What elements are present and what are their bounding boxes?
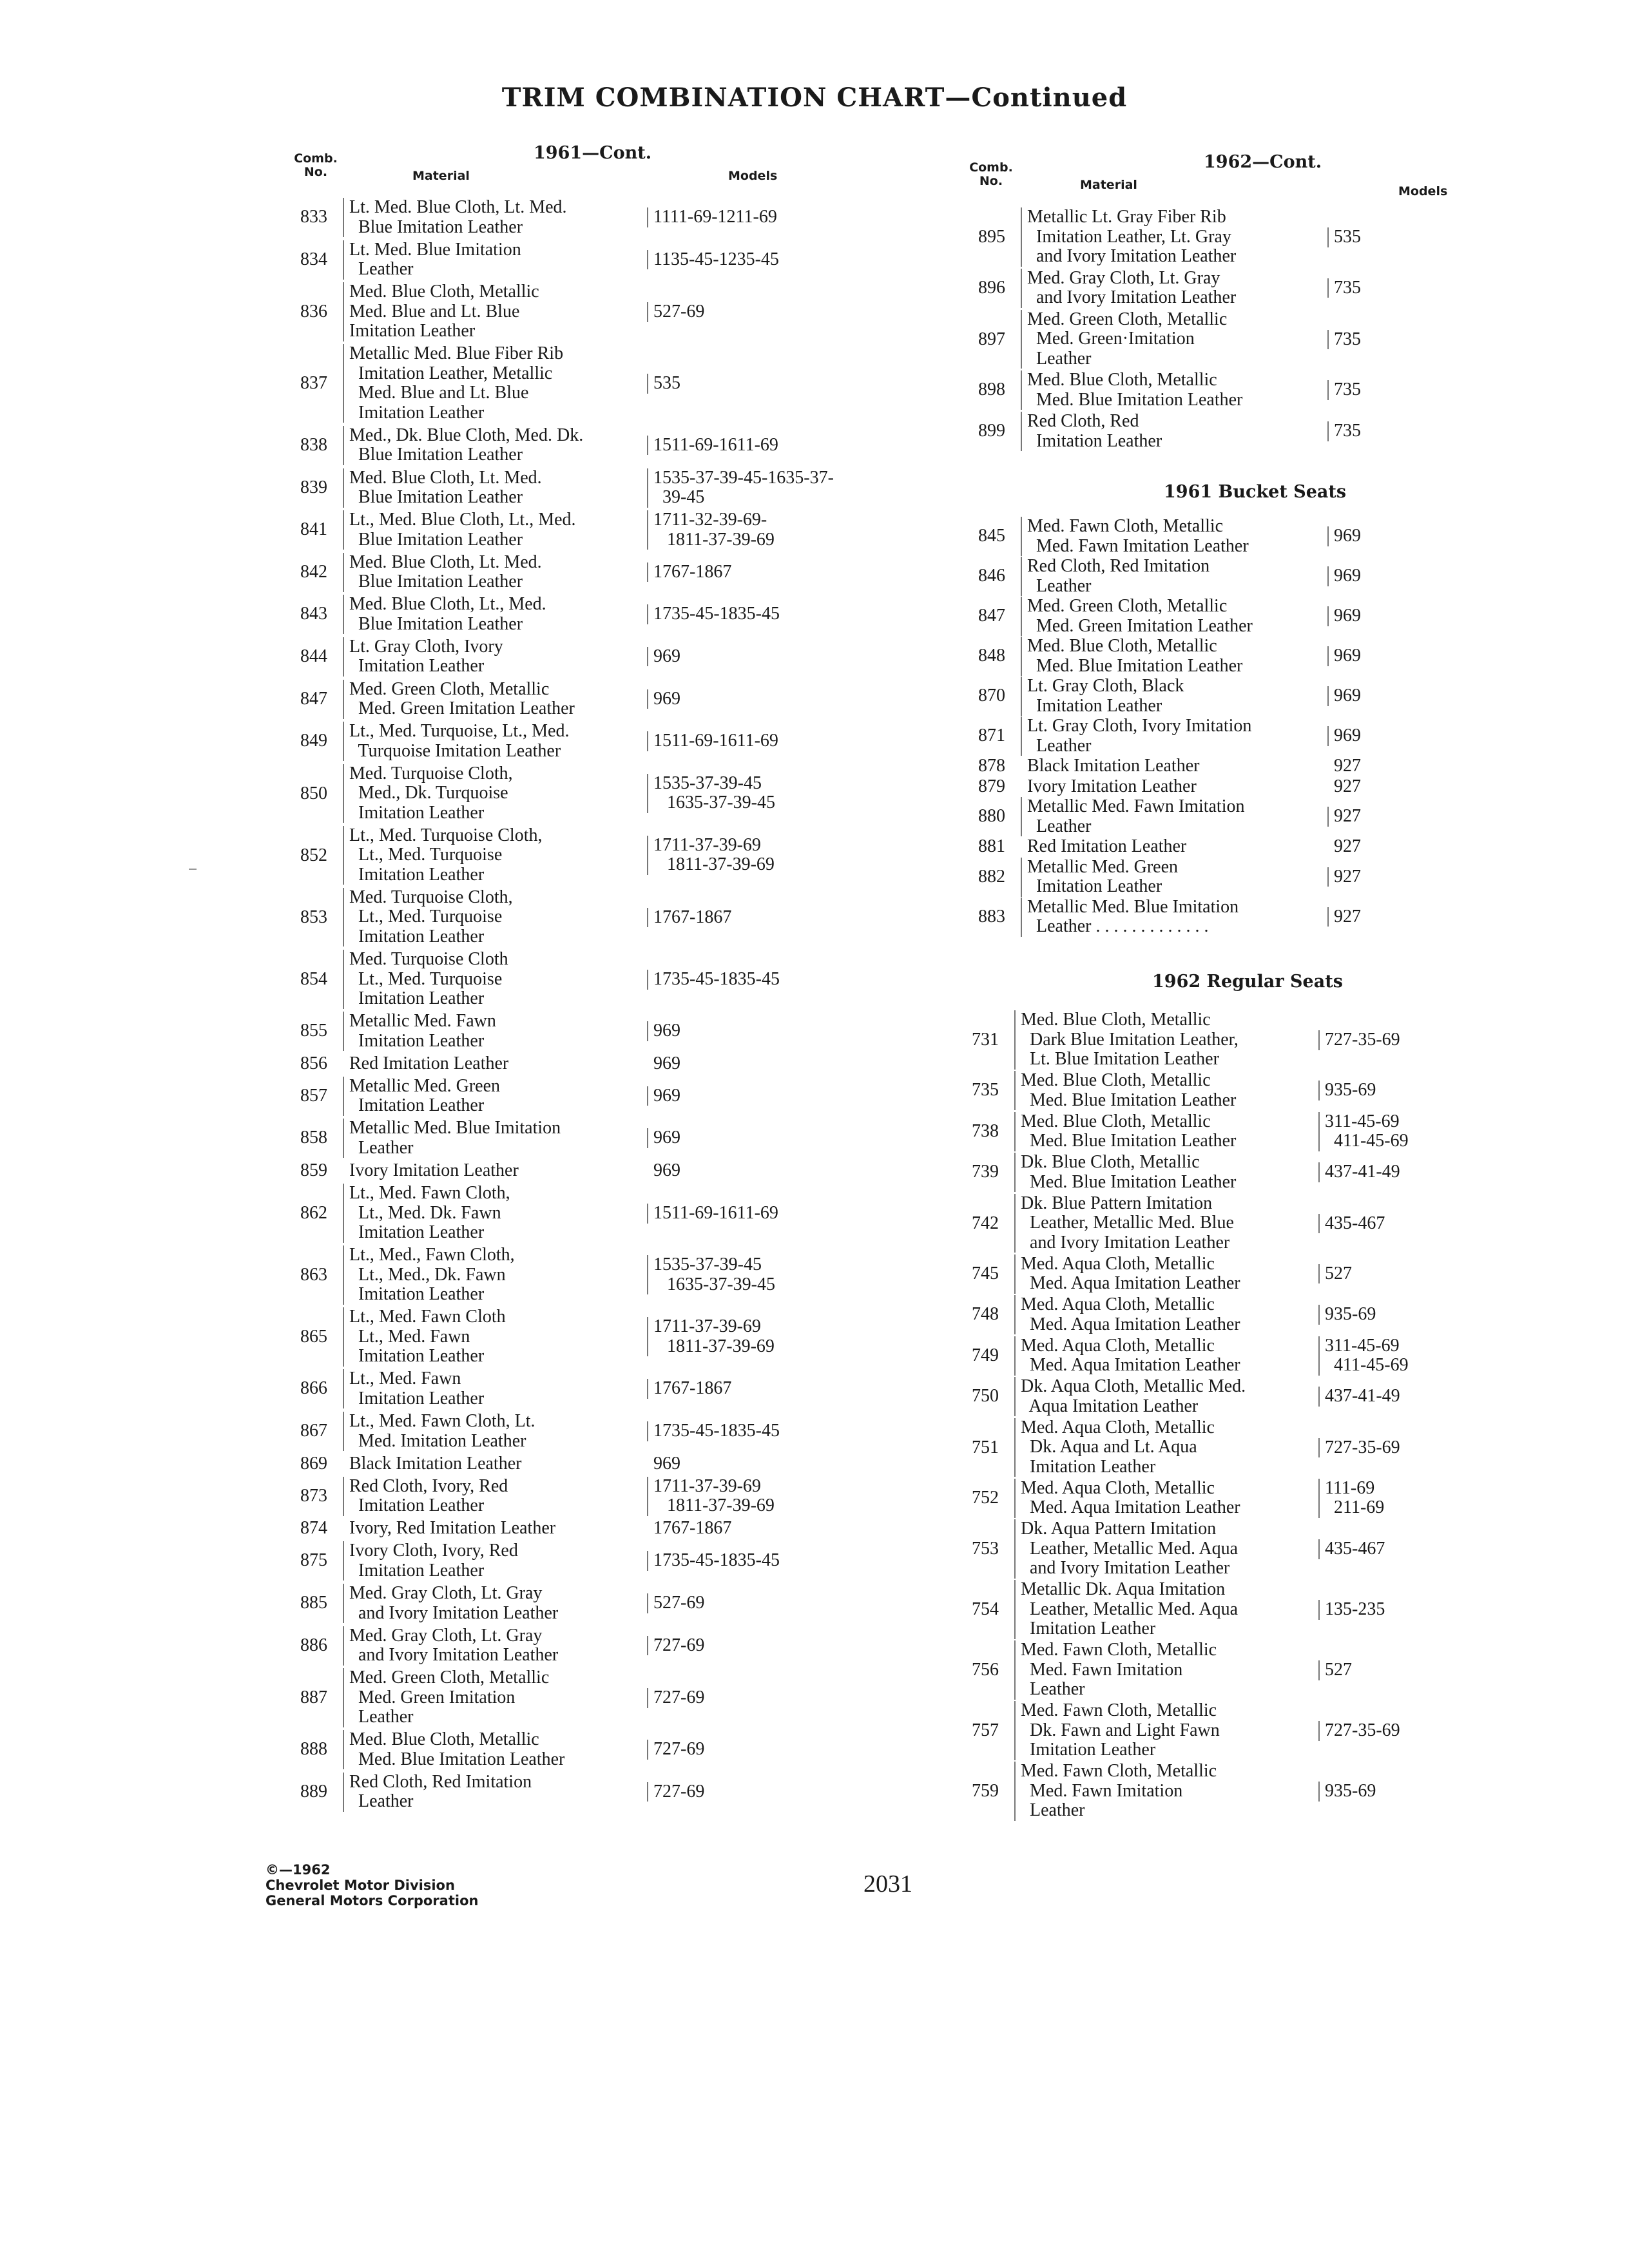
comb-number: 854 — [300, 969, 327, 989]
table-row — [954, 1479, 1486, 1518]
comb-number: 738 — [972, 1120, 999, 1141]
table-row — [282, 1519, 815, 1539]
comb-number: 839 — [300, 477, 327, 497]
models-cell: 927 — [1327, 907, 1361, 927]
comb-number: 886 — [300, 1635, 327, 1655]
models-cell: 1767-1867 — [647, 562, 731, 582]
material-cell: Med. Blue Cloth, Lt. Med. Blue Imitation Leather — [343, 468, 542, 508]
material-cell: Med. Blue Cloth, Metallic Med. Blue Imitation Leather — [1014, 1071, 1236, 1110]
table-row — [960, 310, 1495, 369]
material-cell: Metallic Dk. Aqua Imitation Leather, Metallic Med. Aqua Imitation Leather — [1014, 1580, 1238, 1639]
models-cell: 1711-37-39-69 1811-37-39-69 — [647, 1317, 775, 1356]
models-cell: 927 — [1327, 807, 1361, 827]
models-cell: 435-467 — [1318, 1214, 1385, 1234]
material-cell: Lt., Med. Blue Cloth, Lt., Med. Blue Imitation Leather — [343, 510, 576, 550]
material-header: Material — [1080, 178, 1137, 192]
models-cell: 969 — [653, 1160, 680, 1180]
material-cell: Med. Aqua Cloth, Metallic Dk. Aqua and Lt. Aqua Imitation Leather — [1014, 1418, 1215, 1477]
models-cell: 969 — [653, 1053, 680, 1073]
comb-number: 847 — [300, 688, 327, 709]
table-row — [282, 637, 815, 677]
models-cell: 527-69 — [647, 302, 704, 322]
material-cell: Med. Blue Cloth, Metallic Med. Blue and Lt. Blue Imitation Leather — [343, 282, 539, 341]
comb-number: 857 — [300, 1085, 327, 1106]
comb-number: 745 — [972, 1263, 999, 1283]
material-cell: Med. Gray Cloth, Lt. Gray and Ivory Imitation Leather — [343, 1584, 558, 1623]
comb-number: 846 — [978, 566, 1005, 586]
material-cell: Med. Green Cloth, Metallic Med. Green·Imitation Leather — [1021, 310, 1227, 369]
table-row — [282, 198, 815, 237]
comb-number: 852 — [300, 845, 327, 865]
material-cell: Metallic Med. Green Imitation Leather — [1021, 858, 1178, 897]
models-cell: 311-45-69 411-45-69 — [1318, 1336, 1409, 1376]
material-cell: Lt. Med. Blue Imitation Leather — [343, 240, 521, 280]
material-cell: Red Cloth, Red Imitation Leather — [1021, 412, 1162, 451]
material-cell: Med. Green Cloth, Metallic Med. Green Imitation Leather — [343, 1668, 549, 1727]
table-row — [282, 950, 815, 1009]
material-cell: Metallic Med. Blue Imitation Leather — [343, 1119, 561, 1158]
copyright-line: General Motors Corporation — [265, 1893, 479, 1908]
comb-number: 833 — [300, 207, 327, 227]
models-cell: 727-35-69 — [1318, 1721, 1400, 1741]
material-cell: Red Cloth, Red Imitation Leather — [1021, 557, 1210, 596]
table-row — [282, 1773, 815, 1812]
material-cell: Metallic Med. Fawn Imitation Leather — [1021, 797, 1245, 836]
table-row — [954, 1010, 1486, 1070]
table-row — [282, 1184, 815, 1243]
material-cell: Lt., Med. Turquoise Cloth, Lt., Med. Turquoise Imitation Leather — [343, 826, 542, 885]
table-row — [954, 1377, 1486, 1416]
comb-number: 880 — [978, 806, 1005, 826]
comb-number: 834 — [300, 249, 327, 269]
material-cell: Med. Aqua Cloth, Metallic Med. Aqua Imitation Leather — [1014, 1254, 1240, 1294]
table-row — [954, 1112, 1486, 1151]
table-row — [960, 898, 1495, 937]
material-cell: Dk. Blue Cloth, Metallic Med. Blue Imitation Leather — [1014, 1153, 1236, 1192]
models-cell: 111-69 211-69 — [1318, 1479, 1384, 1518]
models-cell: 1735-45-1835-45 — [647, 604, 780, 624]
models-cell: 969 — [1327, 526, 1361, 546]
table-row — [282, 1454, 815, 1474]
table-row — [960, 637, 1495, 676]
models-cell: 969 — [1327, 566, 1361, 586]
table-row — [282, 1584, 815, 1623]
material-cell: Dk. Blue Pattern Imitation Leather, Metallic Med. Blue and Ivory Imitation Leather — [1014, 1194, 1234, 1253]
table-row — [960, 858, 1495, 897]
models-cell: 1511-69-1611-69 — [647, 731, 778, 751]
material-header: Material — [412, 169, 470, 183]
comb-number: 885 — [300, 1593, 327, 1613]
models-header: Models — [728, 169, 778, 183]
comb-number: 858 — [300, 1128, 327, 1148]
material-cell: Dk. Aqua Cloth, Metallic Med. Aqua Imitation Leather — [1014, 1377, 1246, 1416]
comb-number: 871 — [978, 726, 1005, 745]
comb-number: 888 — [300, 1739, 327, 1760]
table-row — [282, 467, 834, 508]
table-row — [960, 777, 1495, 797]
material-cell: Lt., Med. Fawn Cloth, Lt. Med. Imitation Leather — [343, 1412, 535, 1451]
models-cell: 437-41-49 — [1318, 1387, 1400, 1407]
table-row — [282, 764, 815, 823]
material-cell: Med. Blue Cloth, Metallic Med. Blue Imitation Leather — [1021, 370, 1242, 410]
table-row — [282, 888, 815, 947]
models-cell: 727-35-69 — [1318, 1438, 1400, 1458]
models-cell: 735 — [1327, 421, 1361, 441]
models-cell: 527 — [1318, 1264, 1352, 1284]
comb-number: 750 — [972, 1386, 999, 1406]
table-row — [282, 510, 815, 550]
models-cell: 969 — [647, 1128, 680, 1148]
models-cell: 1735-45-1835-45 — [647, 1551, 780, 1571]
comb-number: 874 — [300, 1518, 327, 1539]
models-cell: 1535-37-39-45 1635-37-39-45 — [647, 1255, 775, 1294]
table-row — [960, 557, 1495, 596]
material-cell: Red Cloth, Ivory, Red Imitation Leather — [343, 1477, 508, 1516]
comb-number: 756 — [972, 1660, 999, 1680]
comb-number: 836 — [300, 302, 327, 322]
models-cell: 735 — [1327, 278, 1361, 298]
comb-number: 753 — [972, 1539, 999, 1559]
table-row — [954, 1701, 1486, 1760]
models-cell: 1511-69-1611-69 — [647, 1204, 778, 1224]
material-cell: Med. Fawn Cloth, Metallic Med. Fawn Imitation Leather — [1014, 1640, 1217, 1700]
models-cell: 727-35-69 — [1318, 1030, 1400, 1050]
material-cell: Med. Blue Cloth, Metallic Med. Blue Imitation Leather — [1021, 637, 1242, 676]
table-row — [282, 344, 815, 423]
models-cell: 535 — [1327, 227, 1361, 247]
material-cell: Med. Turquoise Cloth Lt., Med. Turquoise Imitation Leather — [343, 950, 508, 1009]
material-cell: Med. Fawn Cloth, Metallic Med. Fawn Imitation Leather — [1021, 517, 1249, 556]
table-row — [282, 1119, 815, 1158]
material-cell: Med. Gray Cloth, Lt. Gray and Ivory Imitation Leather — [1021, 269, 1236, 308]
models-cell: 735 — [1327, 330, 1361, 350]
material-cell: Metallic Med. Blue Imitation Leather . . . . . . . . . . . . . — [1021, 898, 1239, 937]
table-row — [960, 756, 1495, 776]
material-cell: Lt. Gray Cloth, Black Imitation Leather — [1021, 677, 1184, 716]
table-row — [282, 1541, 815, 1581]
models-cell: 1767-1867 — [647, 908, 731, 928]
table-row — [954, 1254, 1486, 1294]
material-cell: Red Imitation Leather — [349, 1053, 509, 1073]
table-row — [282, 553, 815, 592]
models-cell: 535 — [647, 374, 680, 394]
table-row — [960, 837, 1495, 857]
material-cell: Med. Turquoise Cloth, Med., Dk. Turquoise Imitation Leather — [343, 764, 513, 823]
table-row — [954, 1336, 1486, 1376]
material-cell: Med. Aqua Cloth, Metallic Med. Aqua Imitation Leather — [1014, 1295, 1240, 1334]
material-cell: Red Cloth, Red Imitation Leather — [343, 1773, 532, 1812]
models-cell: 727-69 — [647, 1782, 704, 1802]
comb-number: 863 — [300, 1265, 327, 1285]
comb-number: 899 — [978, 421, 1005, 441]
section-title-1961-cont: 1961—Cont. — [534, 143, 652, 163]
table-row — [282, 595, 815, 634]
comb-number: 896 — [978, 277, 1005, 298]
comb-number: 849 — [300, 731, 327, 751]
table-row — [954, 1640, 1486, 1700]
table-row — [960, 677, 1495, 716]
models-cell: 1735-45-1835-45 — [647, 970, 780, 990]
comb-number: 848 — [978, 646, 1005, 666]
comb-number: 837 — [300, 373, 327, 394]
models-cell: 969 — [1327, 606, 1361, 626]
comb-number: 856 — [300, 1053, 327, 1073]
models-cell: 435-467 — [1318, 1539, 1385, 1559]
models-cell: 1711-32-39-69- 1811-37-39-69 — [647, 510, 775, 550]
comb-number: 873 — [300, 1485, 327, 1506]
material-cell: Med. Green Cloth, Metallic Med. Green Imitation Leather — [343, 680, 575, 719]
table-row — [954, 1418, 1486, 1477]
table-row — [960, 597, 1495, 636]
models-cell: 1711-37-39-69 1811-37-39-69 — [647, 1477, 775, 1516]
models-cell: 969 — [1327, 686, 1361, 706]
material-cell: Metallic Lt. Gray Fiber Rib Imitation Leather, Lt. Gray and Ivory Imitation Leather — [1021, 207, 1236, 267]
comb-number: 735 — [972, 1080, 999, 1100]
table-row — [282, 1307, 815, 1367]
section-title-1962-regular-seats: 1962 Regular Seats — [1152, 972, 1343, 992]
material-cell: Lt., Med. Fawn Imitation Leather — [343, 1369, 484, 1408]
models-cell: 1135-45-1235-45 — [647, 250, 779, 270]
models-cell: 927 — [1334, 836, 1361, 856]
table-row — [282, 680, 815, 719]
page-number: 2031 — [863, 1870, 912, 1898]
comb-number: 889 — [300, 1781, 327, 1802]
comb-number: 751 — [972, 1437, 999, 1457]
material-cell: Med. Fawn Cloth, Metallic Dk. Fawn and Light Fawn Imitation Leather — [1014, 1701, 1220, 1760]
table-row — [282, 426, 815, 465]
models-cell: 727-69 — [647, 1740, 704, 1760]
models-cell: 1511-69-1611-69 — [647, 436, 778, 456]
table-row — [960, 269, 1495, 308]
table-row — [282, 826, 815, 885]
models-cell: 935-69 — [1318, 1081, 1376, 1100]
material-cell: Lt., Med. Fawn Cloth Lt., Med. Fawn Imitation Leather — [343, 1307, 506, 1367]
comb-no-header: Comb. No. — [294, 151, 338, 179]
material-cell: Lt. Gray Cloth, Ivory Imitation Leather — [343, 637, 503, 677]
models-cell: 1735-45-1835-45 — [647, 1421, 780, 1441]
models-cell: 527-69 — [647, 1593, 704, 1613]
material-cell: Lt., Med. Turquoise, Lt., Med. Turquoise Imitation Leather — [343, 722, 569, 761]
models-cell: 1535-37-39-45-1635-37- 39-45 — [647, 468, 834, 508]
models-cell: 969 — [1327, 646, 1361, 666]
material-cell: Med. Gray Cloth, Lt. Gray and Ivory Imitation Leather — [343, 1626, 558, 1666]
copyright-notice — [265, 1862, 478, 1908]
models-cell: 727-69 — [647, 1636, 704, 1656]
comb-number: 878 — [978, 756, 1005, 776]
comb-number: 866 — [300, 1378, 327, 1399]
material-cell: Med. Blue Cloth, Metallic Med. Blue Imitation Leather — [1014, 1112, 1236, 1151]
models-cell: 969 — [1327, 726, 1361, 746]
comb-number: 742 — [972, 1213, 999, 1233]
table-row — [282, 1730, 815, 1769]
models-cell: 1767-1867 — [653, 1518, 732, 1539]
table-row — [960, 412, 1495, 451]
table-row — [954, 1071, 1486, 1110]
table-row — [282, 1077, 815, 1116]
material-cell: Metallic Med. Fawn Imitation Leather — [343, 1012, 496, 1051]
comb-number: 897 — [978, 329, 1005, 349]
comb-number: 759 — [972, 1781, 999, 1801]
table-row — [282, 1477, 815, 1516]
table-row — [282, 1412, 815, 1451]
models-cell: 969 — [647, 647, 680, 667]
models-cell: 969 — [653, 1453, 680, 1474]
table-row — [282, 1369, 815, 1408]
copyright-line: ©—1962 — [265, 1862, 331, 1878]
comb-number: 879 — [978, 776, 1005, 796]
table-row — [960, 797, 1495, 836]
table-row — [282, 1054, 815, 1074]
material-cell: Lt., Med. Fawn Cloth, Lt., Med. Dk. Fawn Imitation Leather — [343, 1184, 510, 1243]
models-cell: 927 — [1327, 867, 1361, 887]
copyright-line: Chevrolet Motor Division — [265, 1878, 455, 1893]
material-cell: Med. Blue Cloth, Lt. Med. Blue Imitation Leather — [343, 553, 542, 592]
comb-number: 844 — [300, 646, 327, 666]
material-cell: Med. Blue Cloth, Metallic Med. Blue Imitation Leather — [343, 1730, 564, 1769]
table-row — [282, 1161, 815, 1181]
material-cell: Ivory Imitation Leather — [349, 1160, 519, 1180]
models-cell: 935-69 — [1318, 1305, 1376, 1325]
material-cell: Med. Fawn Cloth, Metallic Med. Fawn Imitation Leather — [1014, 1762, 1217, 1821]
comb-number: 749 — [972, 1345, 999, 1365]
comb-number: 853 — [300, 907, 327, 927]
table-row — [960, 370, 1495, 410]
table-row — [960, 517, 1495, 556]
models-cell: 311-45-69 411-45-69 — [1318, 1112, 1409, 1151]
comb-number: 731 — [972, 1030, 999, 1050]
table-row — [282, 722, 815, 761]
table-row — [282, 282, 815, 341]
comb-number: 752 — [972, 1487, 999, 1508]
comb-number: 867 — [300, 1421, 327, 1441]
models-cell: 927 — [1334, 776, 1361, 796]
table-row — [954, 1194, 1486, 1253]
comb-number: 859 — [300, 1160, 327, 1180]
comb-number: 748 — [972, 1304, 999, 1324]
material-cell: Med. Blue Cloth, Lt., Med. Blue Imitation Leather — [343, 595, 546, 634]
section-title-1961-bucket-seats: 1961 Bucket Seats — [1164, 482, 1347, 502]
material-cell: Med. Aqua Cloth, Metallic Med. Aqua Imitation Leather — [1014, 1479, 1240, 1518]
table-row — [282, 240, 815, 280]
material-cell: Med. Green Cloth, Metallic Med. Green Imitation Leather — [1021, 597, 1253, 636]
comb-number: 869 — [300, 1453, 327, 1474]
models-cell: 1711-37-39-69 1811-37-39-69 — [647, 836, 775, 875]
comb-number: 898 — [978, 380, 1005, 399]
comb-number: 895 — [978, 227, 1005, 247]
table-row — [282, 1626, 815, 1666]
comb-number: 881 — [978, 836, 1005, 856]
material-cell: Metallic Med. Blue Fiber Rib Imitation Leather, Metallic Med. Blue and Lt. Blue Imitation Leather — [343, 344, 563, 423]
material-cell: Ivory Cloth, Ivory, Red Imitation Leather — [343, 1541, 518, 1581]
models-cell: 735 — [1327, 380, 1361, 400]
comb-number: 757 — [972, 1720, 999, 1740]
comb-number: 865 — [300, 1327, 327, 1347]
table-row — [960, 207, 1495, 267]
material-cell: Black Imitation Leather — [1027, 756, 1200, 776]
models-header: Models — [1398, 184, 1448, 198]
comb-no-header: Comb. No. — [969, 160, 1013, 188]
material-cell: Lt., Med., Fawn Cloth, Lt., Med., Dk. Fawn Imitation Leather — [343, 1245, 515, 1305]
table-row — [954, 1519, 1486, 1579]
models-cell: 969 — [647, 1086, 680, 1106]
comb-number: 754 — [972, 1599, 999, 1619]
comb-number: 855 — [300, 1021, 327, 1041]
models-cell: 727-69 — [647, 1688, 704, 1708]
table-row — [954, 1153, 1486, 1192]
table-row — [954, 1295, 1486, 1334]
comb-number: 887 — [300, 1687, 327, 1708]
comb-number: 882 — [978, 866, 1005, 887]
models-cell: 527 — [1318, 1660, 1352, 1680]
material-cell: Dk. Aqua Pattern Imitation Leather, Metallic Med. Aqua and Ivory Imitation Leather — [1014, 1519, 1238, 1579]
comb-number: 847 — [978, 606, 1005, 626]
models-cell: 437-41-49 — [1318, 1162, 1400, 1182]
table-row — [282, 1245, 815, 1305]
material-cell: Med. Turquoise Cloth, Lt., Med. Turquoise Imitation Leather — [343, 888, 513, 947]
models-cell: 935-69 — [1318, 1782, 1376, 1802]
section-title-1962-cont: 1962—Cont. — [1204, 152, 1322, 172]
comb-number: 838 — [300, 434, 327, 455]
models-cell: 1111-69-1211-69 — [647, 207, 777, 227]
table-row — [954, 1762, 1486, 1821]
comb-number: 850 — [300, 783, 327, 803]
material-cell: Red Imitation Leather — [1027, 836, 1187, 856]
material-cell: Lt. Gray Cloth, Ivory Imitation Leather — [1021, 716, 1251, 756]
models-cell: 1535-37-39-45 1635-37-39-45 — [647, 774, 775, 813]
models-cell: 969 — [647, 689, 680, 709]
material-cell: Black Imitation Leather — [349, 1453, 522, 1474]
material-cell: Med. Blue Cloth, Metallic Dark Blue Imitation Leather, Lt. Blue Imitation Leather — [1014, 1010, 1239, 1070]
material-cell: Ivory Imitation Leather — [1027, 776, 1197, 796]
comb-number: 842 — [300, 561, 327, 582]
material-cell: Ivory, Red Imitation Leather — [349, 1518, 556, 1539]
models-cell: 969 — [647, 1021, 680, 1041]
comb-number: 841 — [300, 519, 327, 540]
comb-number: 845 — [978, 526, 1005, 546]
models-cell: 1767-1867 — [647, 1379, 731, 1399]
comb-number: 843 — [300, 604, 327, 624]
table-row — [282, 1012, 815, 1051]
comb-number: 870 — [978, 686, 1005, 706]
material-cell: Med., Dk. Blue Cloth, Med. Dk. Blue Imitation Leather — [343, 426, 583, 465]
table-row — [954, 1580, 1486, 1639]
table-row — [960, 716, 1495, 756]
comb-number: 862 — [300, 1203, 327, 1224]
comb-number: 739 — [972, 1162, 999, 1182]
stray-mark — [189, 869, 197, 870]
page-title: TRIM COMBINATION CHART—Continued — [501, 82, 1128, 113]
material-cell: Lt. Med. Blue Cloth, Lt. Med. Blue Imitation Leather — [343, 198, 567, 237]
comb-number: 883 — [978, 906, 1005, 927]
material-cell: Metallic Med. Green Imitation Leather — [343, 1077, 500, 1116]
models-cell: 927 — [1334, 756, 1361, 776]
table-row — [282, 1668, 815, 1727]
material-cell: Med. Aqua Cloth, Metallic Med. Aqua Imitation Leather — [1014, 1336, 1240, 1376]
comb-number: 875 — [300, 1550, 327, 1571]
models-cell: 135-235 — [1318, 1600, 1385, 1620]
